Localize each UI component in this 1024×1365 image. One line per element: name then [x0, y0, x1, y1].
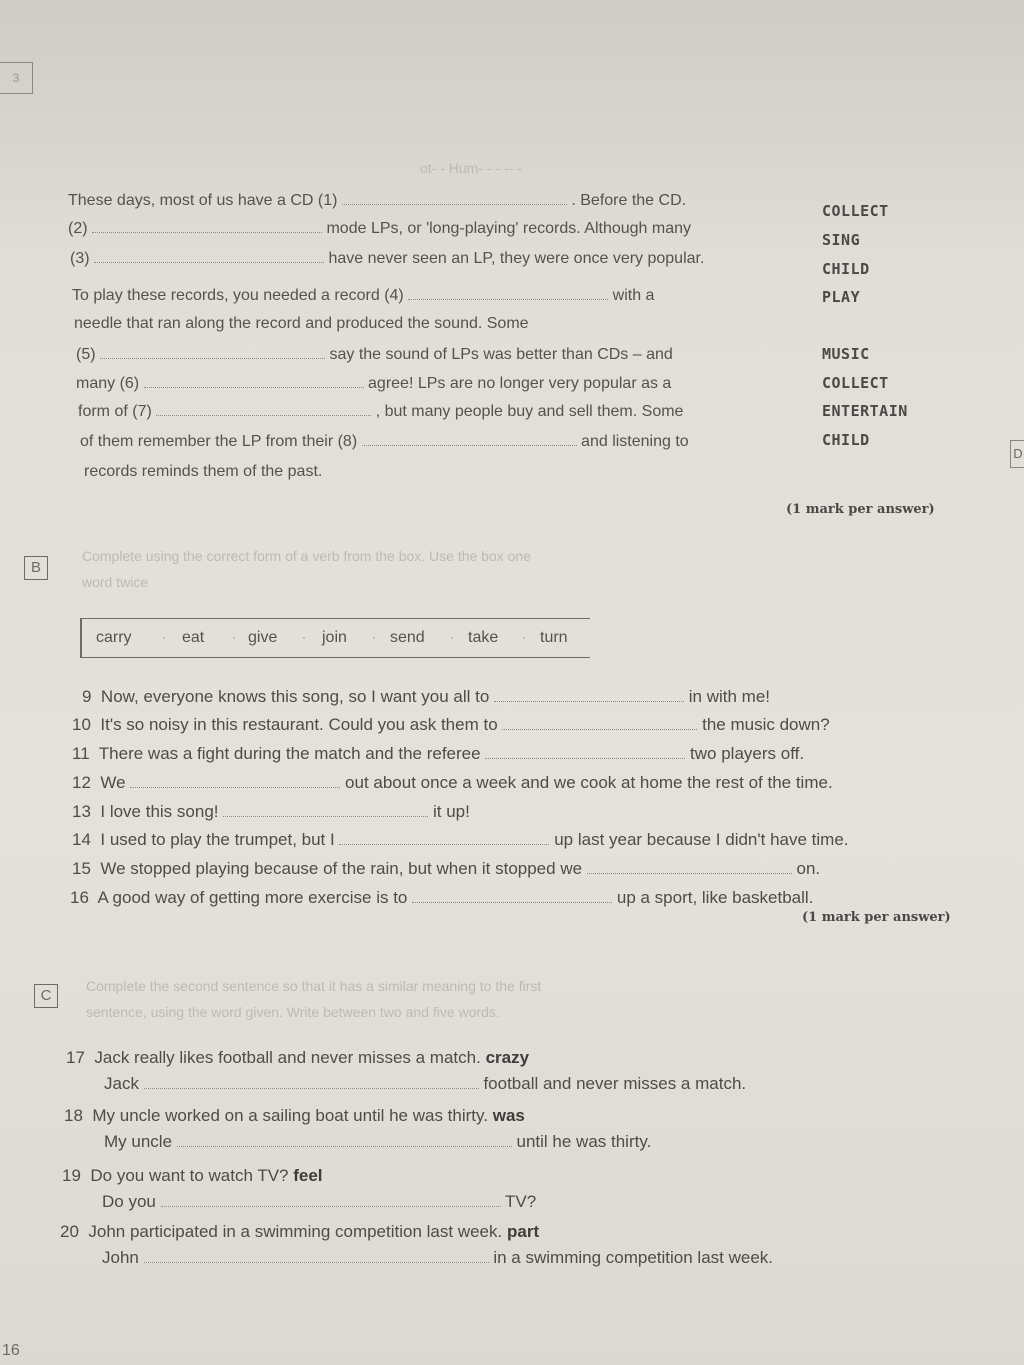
- section-c-instruction: Complete the second sentence so that it has a similar meaning to the first: [86, 978, 542, 994]
- exercise-item: 17 Jack really likes football and never misses a match. crazy: [66, 1048, 530, 1067]
- word-separator: ·: [522, 630, 526, 644]
- exercise-item: 18 My uncle worked on a sailing boat until he was thirty. was: [64, 1106, 525, 1125]
- word-box-item: send: [390, 629, 425, 646]
- word-box-item: carry: [96, 629, 132, 646]
- word-separator: ·: [302, 630, 306, 644]
- passage-line: form of (7) , but many people buy and sell them. Some: [78, 403, 684, 420]
- section-b-label: B: [24, 556, 48, 580]
- exercise-answer-line: John in a swimming competition last week.: [102, 1248, 774, 1267]
- keyword: CHILD: [822, 260, 870, 278]
- keyword: SING: [822, 231, 861, 249]
- word-box-item: give: [248, 629, 278, 646]
- passage-line: records reminds them of the past.: [84, 463, 323, 480]
- passage-line: These days, most of us have a CD (1) . Before the CD.: [68, 192, 687, 209]
- section-b-instruction: Complete using the correct form of a verb from the box. Use the box one: [82, 548, 531, 564]
- section-a-heading: ot- - Hum- - - -- -: [420, 160, 522, 176]
- corner-box-top-left: 3: [0, 62, 33, 94]
- section-c-instruction: sentence, using the word given. Write between two and five words.: [86, 1004, 500, 1020]
- keyword: CHILD: [822, 431, 870, 449]
- word-box-item: turn: [540, 629, 568, 646]
- keyword: COLLECT: [822, 202, 889, 220]
- keyword: ENTERTAIN: [822, 402, 908, 420]
- exercise-answer-line: Jack football and never misses a match.: [104, 1074, 747, 1093]
- word-separator: ·: [372, 630, 376, 644]
- corner-box-right: D: [1010, 440, 1024, 468]
- passage-line: (2) mode LPs, or 'long-playing' records. Although many: [68, 220, 691, 237]
- exercise-item: 10 It's so noisy in this restaurant. Could you ask them to the music down?: [72, 715, 830, 734]
- exercise-item: 11 There was a fight during the match and the referee two players off.: [72, 744, 805, 763]
- word-separator: ·: [162, 630, 166, 644]
- passage-line: (5) say the sound of LPs was better than CDs – and: [76, 346, 673, 363]
- word-box: [80, 618, 590, 658]
- section-c-label: C: [34, 984, 58, 1008]
- page-number: 16: [2, 1342, 20, 1359]
- word-box-item: eat: [182, 629, 205, 646]
- keyword: MUSIC: [822, 345, 870, 363]
- passage-line: (3) have never seen an LP, they were once very popular.: [70, 250, 705, 267]
- exercise-item: 20 John participated in a swimming competition last week. part: [60, 1222, 540, 1241]
- keyword: COLLECT: [822, 374, 889, 392]
- section-b-instruction: word twice: [82, 574, 149, 590]
- exercise-item: 12 We out about once a week and we cook at home the rest of the time.: [72, 773, 833, 792]
- passage-line: needle that ran along the record and produced the sound. Some: [74, 315, 529, 332]
- word-box-item: join: [322, 629, 347, 646]
- passage-line: of them remember the LP from their (8) and listening to: [80, 433, 689, 450]
- exercise-answer-line: Do you TV?: [102, 1192, 537, 1211]
- exercise-item: 9 Now, everyone knows this song, so I want you all to in with me!: [82, 687, 771, 706]
- keyword: PLAY: [822, 288, 861, 306]
- exercise-answer-line: My uncle until he was thirty.: [104, 1132, 652, 1151]
- word-separator: ·: [450, 630, 454, 644]
- exercise-item: 13 I love this song! it up!: [72, 802, 470, 821]
- mark-note-a: (1 mark per answer): [786, 502, 935, 517]
- mark-note-b: (1 mark per answer): [802, 910, 951, 925]
- word-box-item: take: [468, 629, 499, 646]
- exercise-item: 19 Do you want to watch TV? feel: [62, 1166, 323, 1185]
- exercise-item: 15 We stopped playing because of the rain, but when it stopped we on.: [72, 859, 821, 878]
- exercise-item: 14 I used to play the trumpet, but I up last year because I didn't have time.: [72, 830, 849, 849]
- passage-line: many (6) agree! LPs are no longer very popular as a: [76, 375, 672, 392]
- passage-line: To play these records, you needed a record (4) with a: [72, 287, 655, 304]
- word-separator: ·: [232, 630, 236, 644]
- exercise-item: 16 A good way of getting more exercise is to up a sport, like basketball.: [70, 888, 814, 907]
